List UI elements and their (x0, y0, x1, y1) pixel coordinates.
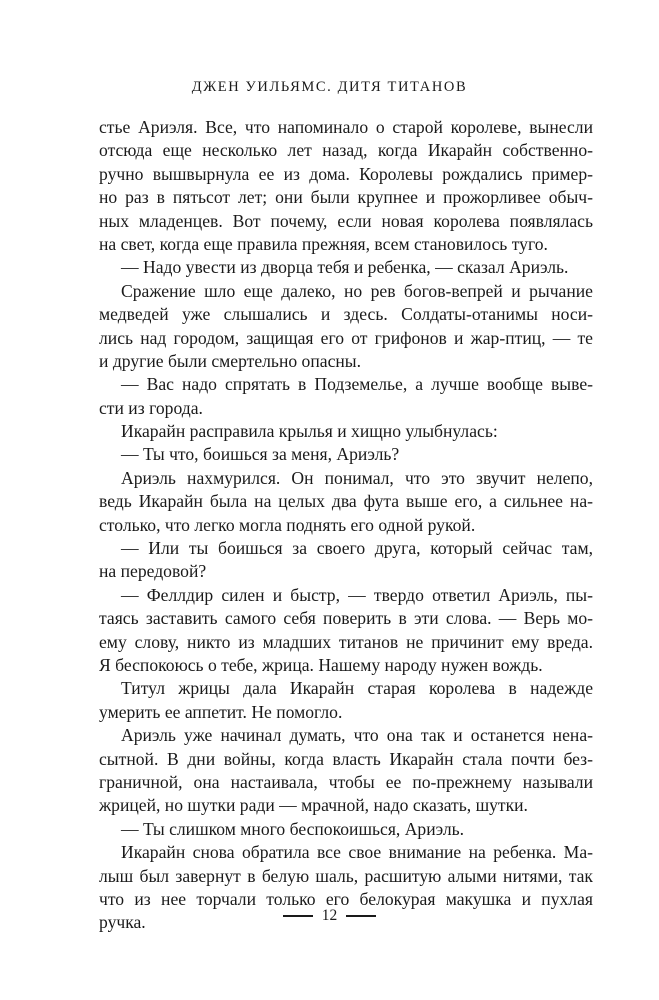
text-line: лись над городом, защищая его от грифонов и жар-птиц, — те (99, 327, 593, 348)
text-line: ручка. (99, 912, 146, 933)
running-header: ДЖЕН УИЛЬЯМС. ДИТЯ ТИТАНОВ (191, 79, 468, 95)
text-line: сытной. В дни войны, когда власть Икарайн стала почти без- (99, 748, 593, 769)
page-number: 12 (321, 907, 338, 924)
body-text (99, 116, 593, 935)
text-line: на передовой? (99, 561, 207, 582)
text-line: — Ты что, боишься за меня, Ариэль? (121, 444, 400, 465)
text-line: и другие были смертельно опасны. (99, 350, 362, 371)
page-footer (0, 907, 659, 925)
text-line: Ариэль нахмурился. Он понимал, что это звучит нелепо, (121, 467, 593, 488)
text-line: Икарайн снова обратила все свое внимание на ребенка. Ма- (121, 842, 593, 863)
text-line: — Феллдир силен и быстр, — твердо ответил Ариэль, пы- (121, 584, 593, 605)
text-line: жрицей, но шутки ради — мрачной, надо сказать, шутки. (99, 795, 528, 816)
text-line: Титул жрицы дала Икарайн старая королева в надежде (121, 678, 593, 699)
text-line: — Или ты боишься за своего друга, который сейчас там, (121, 538, 593, 559)
text-line: ему слову, никто из младших титанов не причинит ему вреда. (99, 631, 593, 652)
text-line: столько, что легко могла поднять его одной рукой. (99, 514, 476, 535)
text-line: что из нее торчали только его белокурая макушка и пухлая (99, 888, 593, 909)
text-line: на свет, когда еще правила прежняя, всем становилось туго. (99, 233, 548, 254)
text-line: — Вас надо спрятать в Подземелье, а лучше вообще выве- (121, 374, 593, 395)
text-line: граничной, она настаивала, чтобы ее по-прежнему называли (99, 771, 593, 792)
text-line: — Надо увести из дворца тебя и ребенка, — сказал Ариэль. (121, 257, 569, 278)
text-line: отсюда еще несколько лет назад, когда Икарайн собственно- (99, 140, 593, 161)
text-line: Я беспокоюсь о тебе, жрица. Нашему народу нужен вождь. (99, 654, 543, 675)
text-line: Икарайн расправила крылья и хищно улыбнулась: (121, 421, 498, 442)
text-line: умерить ее аппетит. Не помогло. (99, 701, 343, 722)
text-line: — Ты слишком много беспокоишься, Ариэль. (121, 818, 465, 839)
text-line: ручно вышвырнула ее из дома. Королевы рождались пример- (99, 163, 593, 184)
text-line: лыш был завернут в белую шаль, расшитую алыми нитями, так (99, 865, 593, 886)
footer-dash-left (283, 915, 313, 917)
text-line: ных младенцев. Вот почему, если новая королева появлялась (99, 210, 593, 231)
text-line: ведь Икарайн была на целых два фута выше его, а сильнее на- (99, 491, 593, 512)
text-line: сти из города. (99, 397, 203, 418)
footer-dash-right (346, 915, 376, 917)
text-line: Сражение шло еще далеко, но рев богов-вепрей и рычание (121, 280, 593, 301)
text-line: стье Ариэля. Все, что напоминало о старой королеве, вынесли (99, 117, 593, 137)
text-line: медведей уже слышались и здесь. Солдаты-отанимы носи- (99, 304, 593, 325)
text-line: таясь заставить самого себя поверить в эти слова. — Верь мо- (99, 608, 593, 629)
text-line: но раз в пятьсот лет; они были крупнее и прожорливее обыч- (99, 187, 593, 208)
text-line: Ариэль уже начинал думать, что она так и останется нена- (121, 725, 593, 746)
